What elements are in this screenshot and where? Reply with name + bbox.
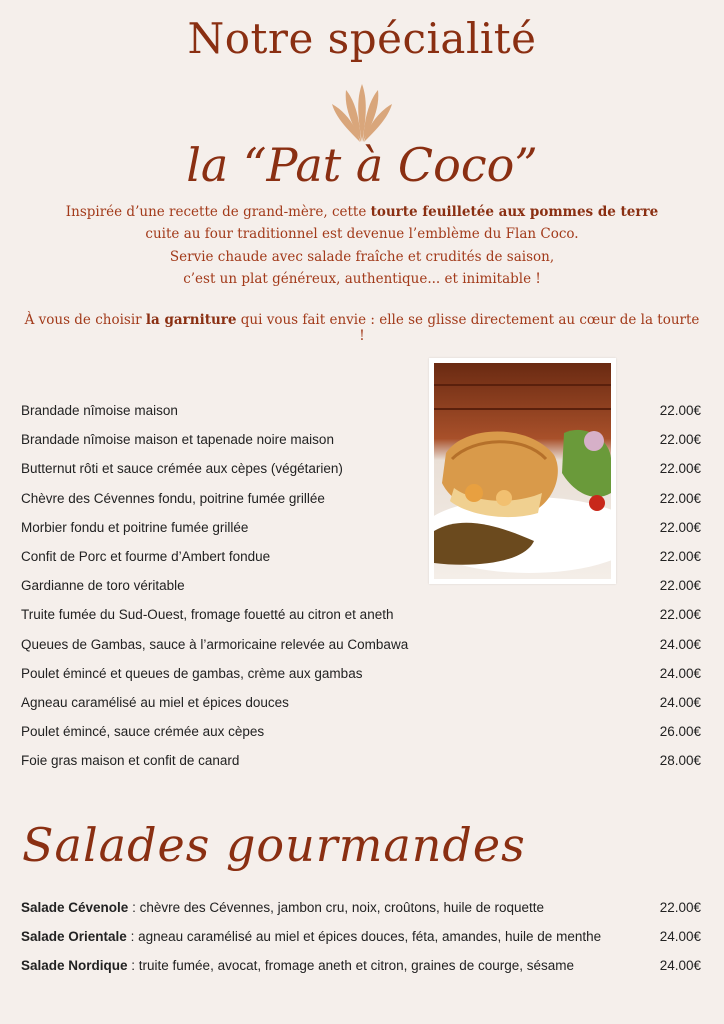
list-item: Chèvre des Cévennes fondu, poitrine fumée grillée 22.00€ <box>21 490 701 506</box>
list-item: Brandade nîmoise maison et tapenade noire maison 22.00€ <box>21 432 701 448</box>
list-item: Poulet émincé, sauce crémée aux cèpes 26.00€ <box>21 724 701 740</box>
shell-fan-icon <box>328 80 396 144</box>
list-item: Butternut rôti et sauce crémée aux cèpes (végétarien) 22.00€ <box>21 461 701 477</box>
list-item: Confit de Porc et fourme d’Ambert fondue 22.00€ <box>21 548 701 564</box>
list-item: Agneau caramélisé au miel et épices douces 24.00€ <box>21 694 701 710</box>
salads-menu <box>21 893 701 981</box>
list-item: Foie gras maison et confit de canard 28.00€ <box>21 753 701 769</box>
list-item: Brandade nîmoise maison 22.00€ <box>21 403 701 418</box>
section-title-salads: Salades gourmandes <box>22 818 526 872</box>
list-item: Salade Orientale : agneau caramélisé au miel et épices douces, féta, amandes, huile de menthe 24.00€ <box>21 929 701 945</box>
garnish-menu <box>21 396 701 775</box>
list-item: Queues de Gambas, sauce à l’armoricaine relevée au Combawa 24.00€ <box>21 636 701 652</box>
list-item: Salade Cévenole : chèvre des Cévennes, jambon cru, noix, croûtons, huile de roquette 22.00€ <box>21 900 701 915</box>
list-item: Gardianne de toro véritable 22.00€ <box>21 578 701 594</box>
list-item: Truite fumée du Sud-Ouest, fromage fouetté au citron et aneth 22.00€ <box>21 607 701 623</box>
dish-title: la “Pat à Coco” <box>186 138 538 192</box>
list-item: Salade Nordique : truite fumée, avocat, fromage aneth et citron, graines de courge, sésame 24.00€ <box>21 958 701 974</box>
list-item: Morbier fondu et poitrine fumée grillée 22.00€ <box>21 519 701 535</box>
page-title: Notre spécialité <box>187 14 537 63</box>
garnish-note: À vous de choisir la garniture qui vous fait envie : elle se glisse directement au cœur de la tourte ! <box>24 312 700 344</box>
list-item: Poulet émincé et queues de gambas, crème aux gambas 24.00€ <box>21 665 701 681</box>
intro-text: Inspirée d’une recette de grand-mère, cette tourte feuilletée aux pommes de terre cuite au four traditionnel est devenue l’emblème du Flan Coco. Servie chaude avec salade fraîche et crudités de saison, c’est un plat généreux, authentique... et inimitable ! <box>65 204 659 287</box>
